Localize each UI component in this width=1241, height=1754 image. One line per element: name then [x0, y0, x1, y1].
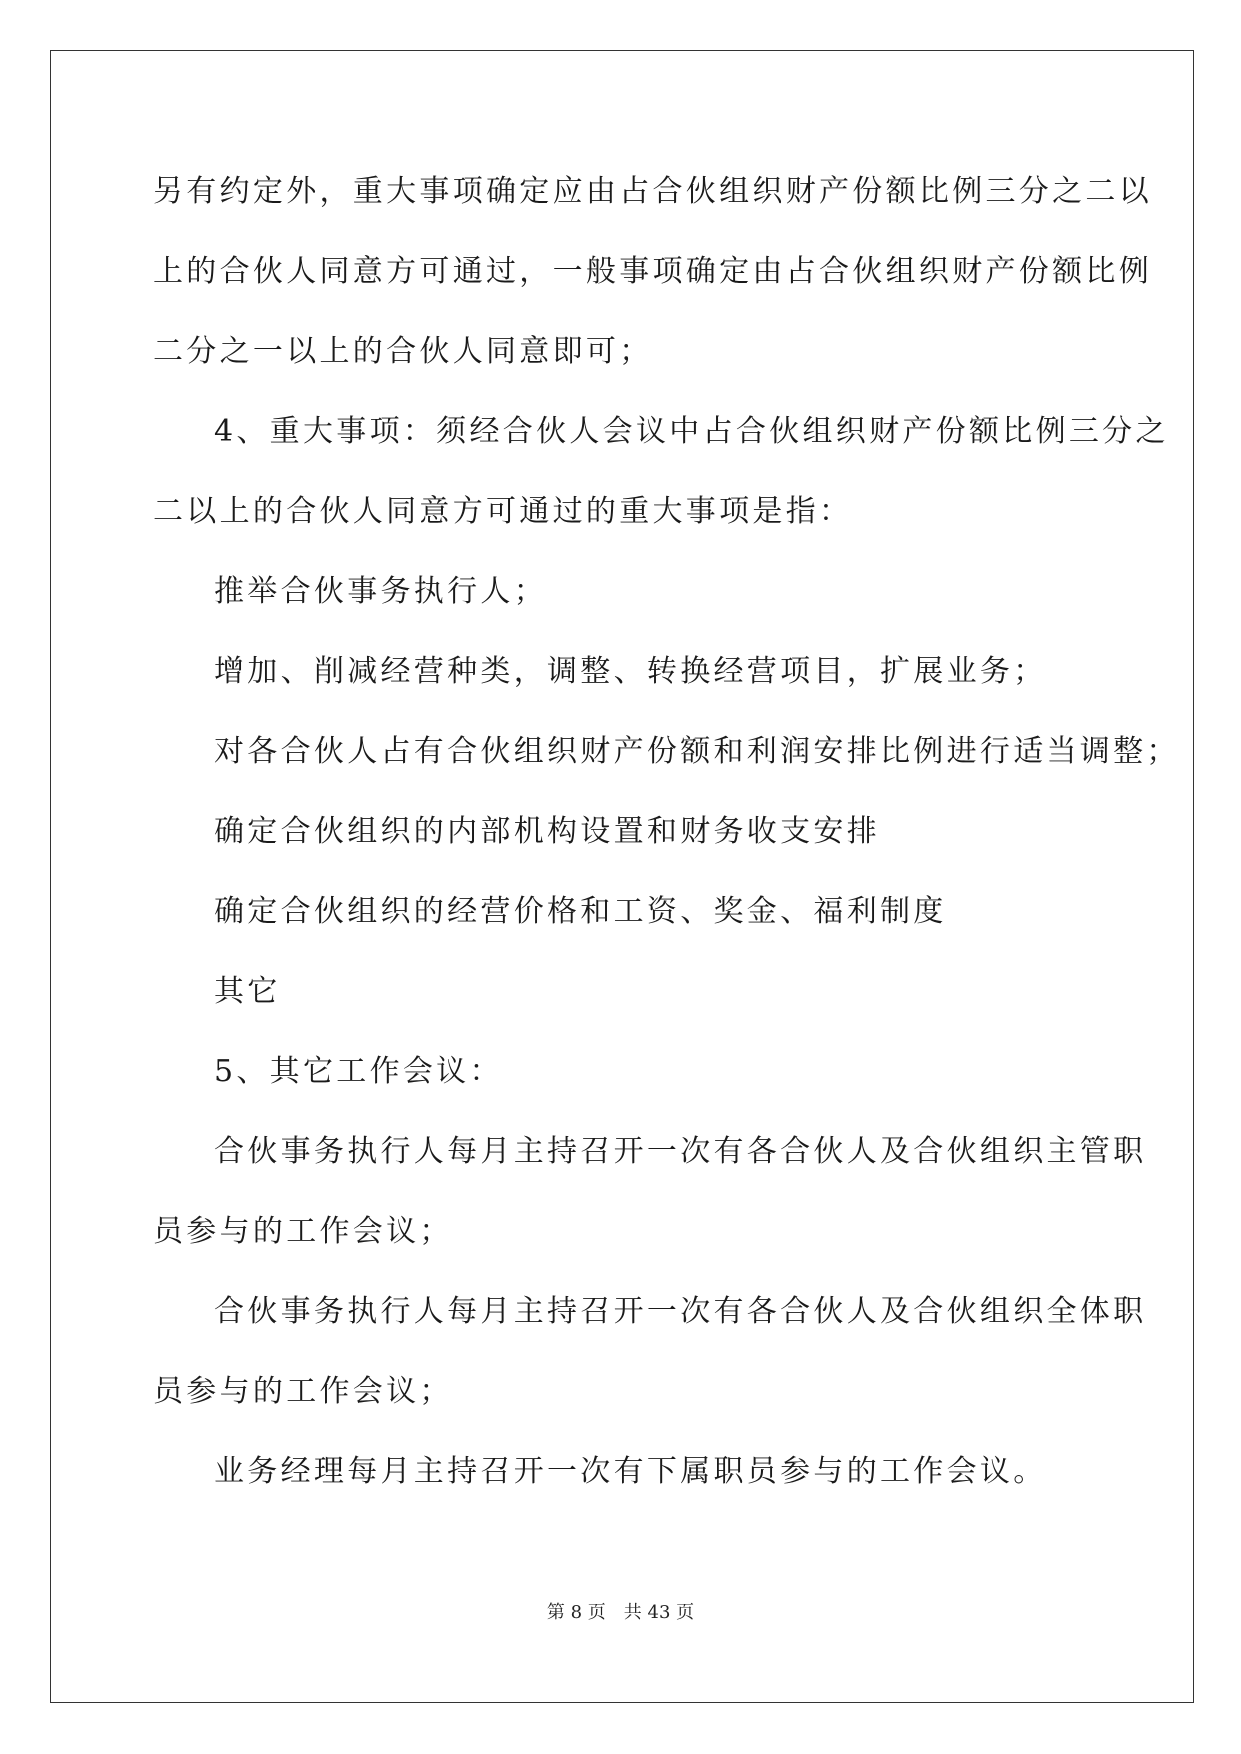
- paragraph-line: 员参与的工作会议；: [153, 1374, 453, 1409]
- list-item: 增加、削减经营种类，调整、转换经营项目，扩展业务；: [214, 654, 1047, 689]
- page-footer: [0, 1598, 1241, 1624]
- page-number: 第 8 页: [546, 1602, 606, 1623]
- paragraph-line: 合伙事务执行人每月主持召开一次有各合伙人及合伙组织全体职: [214, 1294, 1147, 1329]
- paragraph-line: 业务经理每月主持召开一次有下属职员参与的工作会议。: [214, 1454, 1047, 1489]
- paragraph-line: 上的合伙人同意方可通过，一般事项确定由占合伙组织财产份额比例: [153, 254, 1152, 289]
- paragraph-line: 另有约定外，重大事项确定应由占合伙组织财产份额比例三分之二以: [153, 174, 1152, 209]
- list-item: 对各合伙人占有合伙组织财产份额和利润安排比例进行适当调整；: [214, 734, 1180, 769]
- paragraph-line: 4、重大事项：须经合伙人会议中占合伙组织财产份额比例三分之: [214, 414, 1169, 449]
- paragraph-line: 二以上的合伙人同意方可通过的重大事项是指：: [153, 494, 853, 529]
- list-item: 其它: [214, 974, 281, 1009]
- paragraph-line: 员参与的工作会议；: [153, 1214, 453, 1249]
- list-item: 推举合伙事务执行人；: [214, 574, 547, 609]
- paragraph-line: 二分之一以上的合伙人同意即可；: [153, 334, 653, 369]
- paragraph-line: 5、其它工作会议：: [214, 1054, 503, 1089]
- paragraph-line: 合伙事务执行人每月主持召开一次有各合伙人及合伙组织主管职: [214, 1134, 1147, 1169]
- list-item: 确定合伙组织的内部机构设置和财务收支安排: [214, 814, 880, 849]
- page-total: 共 43 页: [623, 1602, 695, 1623]
- list-item: 确定合伙组织的经营价格和工资、奖金、福利制度: [214, 894, 947, 929]
